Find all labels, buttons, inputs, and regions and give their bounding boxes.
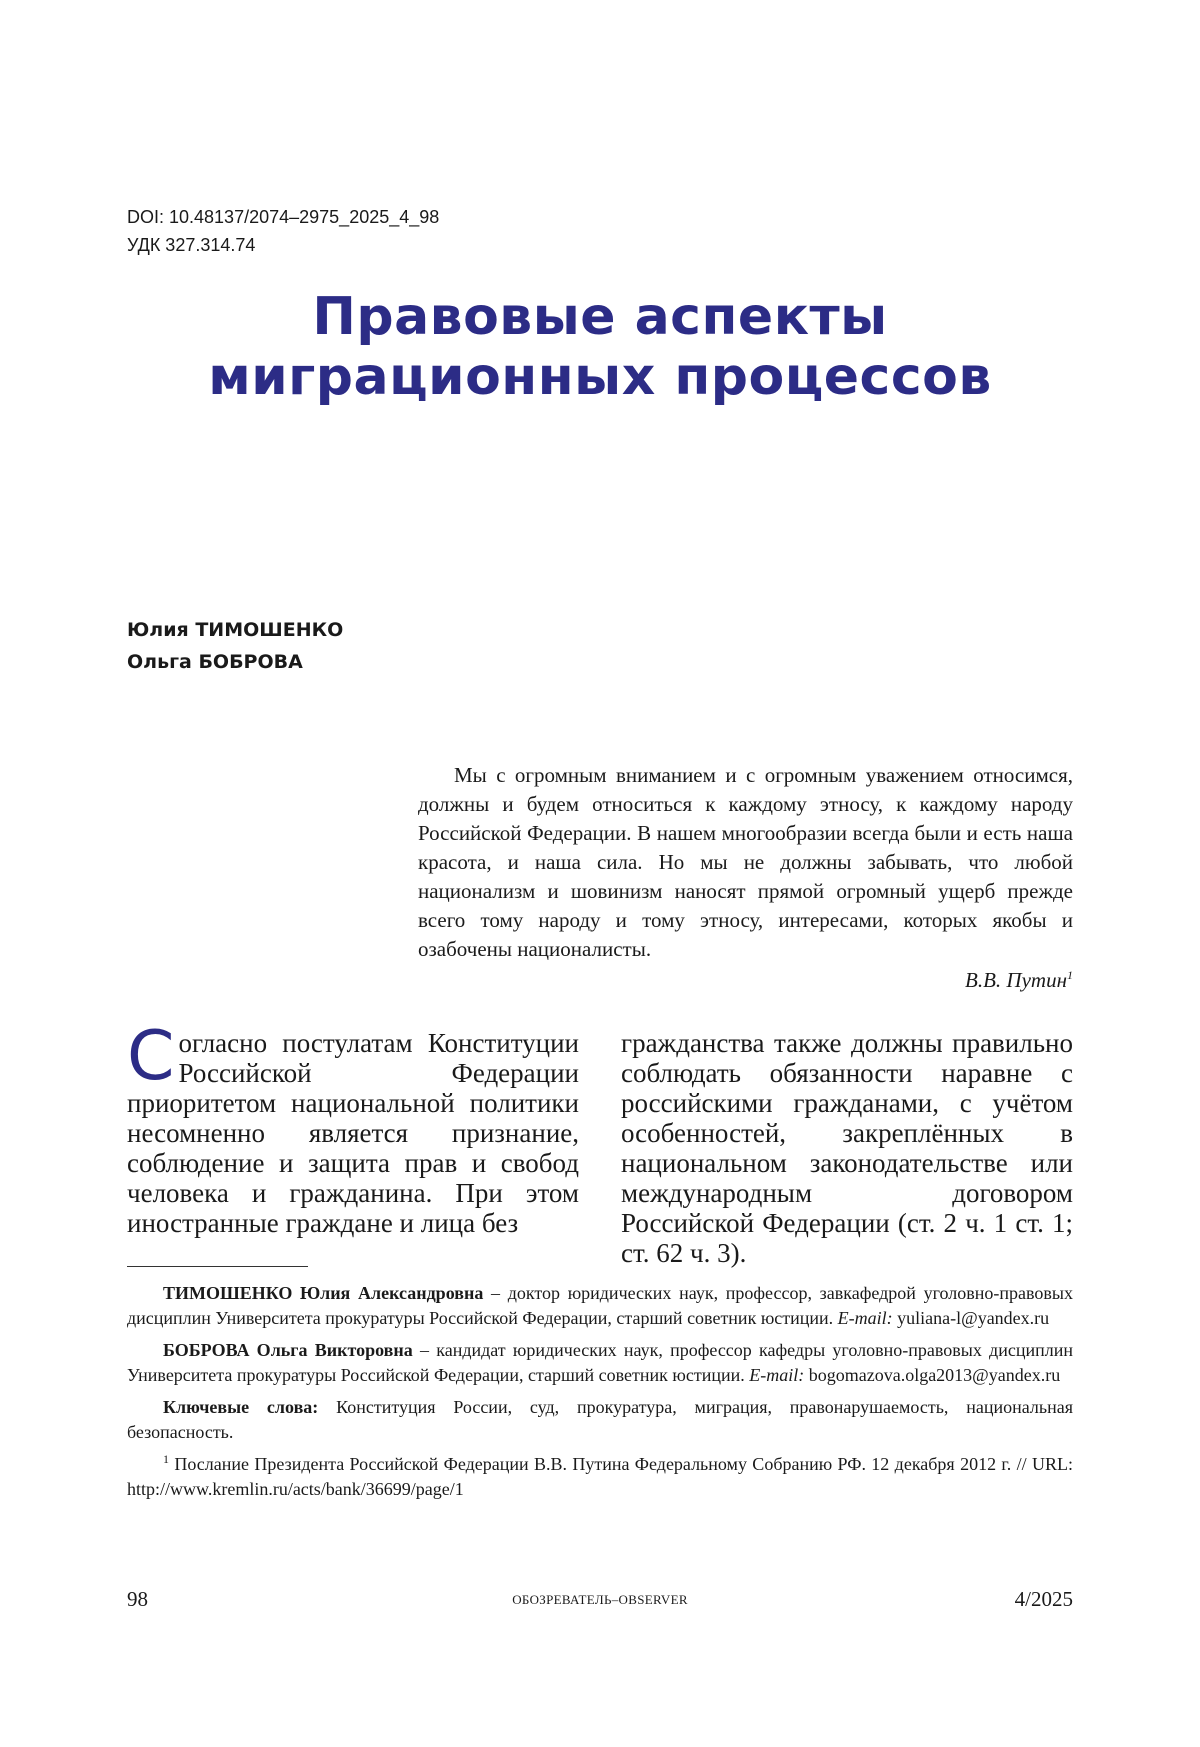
body-text-left: огласно постулатам Конституции Российской Федерации приоритетом национальной политики несомненно является признание, соблюдение и защита прав и свобод человека и гражданина. При этом иностранные граждане и лица без bbox=[127, 1028, 579, 1238]
footnote-text: Послание Президента Российской Федерации В.В. Путина Федеральному Собранию РФ. 12 декабря 2012 г. // URL: http://www.kremlin.ru/acts/bank/36699/page/1 bbox=[127, 1454, 1073, 1499]
body-text-right: гражданства также должны правильно соблюдать обязанности наравне с российскими гражданами, с учётом особенностей, закреплённых в национальном законодательстве или международным договором Российской Федерации (ст. 2 ч. 1 ст. 1; ст. 62 ч. 3). bbox=[621, 1028, 1073, 1268]
footnote-1 bbox=[127, 1452, 1073, 1502]
footnote-reference: 1 bbox=[1067, 968, 1073, 982]
epigraph-quote: Мы с огромным вниманием и с огромным уважением относимся, должны и будем относиться к каждому этносу, к каждому народу Российской Федерации. В нашем многообразии всегда были и есть наша красота, и наша сила. Но мы не должны забывать, что любой национализм и шовинизм наносят прямой огромный ущерб прежде всего тому народу и тому этносу, интересами, которых якобы и озабочены националисты. bbox=[418, 763, 1073, 961]
body-column-left bbox=[127, 1017, 579, 1238]
journal-name: ОБОЗРЕВАТЕЛЬ–OBSERVER bbox=[512, 1592, 688, 1607]
issue-number: 4/2025 bbox=[1014, 1587, 1073, 1611]
article-identifiers bbox=[127, 203, 439, 259]
author-note-description: – доктор юридических наук, профессор, завкафедрой уголовно-правовых дисциплин Университета прокуратуры Российской Федерации, старший советник юстиции. bbox=[127, 1283, 1073, 1328]
drop-cap: С bbox=[127, 1017, 175, 1096]
footnotes bbox=[127, 1281, 1073, 1509]
email-label: E-mail: bbox=[837, 1308, 893, 1328]
author-note-1 bbox=[127, 1281, 1073, 1331]
epigraph bbox=[418, 761, 1073, 995]
author-note-description: – кандидат юридических наук, профессор кафедры уголовно-правовых дисциплин Университета прокуратуры Российской Федерации, старший советник юстиции. bbox=[127, 1340, 1073, 1385]
author-name: Юлия ТИМОШЕНКО bbox=[127, 619, 344, 641]
epigraph-author: В.В. Путин bbox=[965, 968, 1067, 992]
footnote-number: 1 bbox=[163, 1452, 169, 1466]
keywords bbox=[127, 1395, 1073, 1445]
author-list bbox=[127, 614, 343, 678]
keywords-list: Конституция России, суд, прокуратура, миграция, правонарушаемость, национальная безопасность. bbox=[127, 1397, 1073, 1442]
author-note-name: БОБРОВА Ольга Викторовна bbox=[163, 1340, 413, 1360]
doi: DOI: 10.48137/2074–2975_2025_4_98 bbox=[127, 207, 440, 227]
footnote-divider bbox=[127, 1266, 308, 1267]
author-note-2 bbox=[127, 1338, 1073, 1388]
title-line-2: миграционных процессов bbox=[208, 347, 992, 407]
author-email: yuliana-l@yandex.ru bbox=[892, 1308, 1050, 1328]
article-title bbox=[0, 287, 1200, 407]
keywords-label: Ключевые слова: bbox=[163, 1397, 319, 1417]
email-label: E-mail: bbox=[749, 1365, 805, 1385]
author-email: bogomazova.olga2013@yandex.ru bbox=[804, 1365, 1061, 1385]
page-footer bbox=[127, 1587, 1073, 1613]
title-line-1: Правовые аспекты bbox=[312, 287, 888, 347]
page-number: 98 bbox=[127, 1587, 148, 1611]
udk: УДК 327.314.74 bbox=[127, 235, 256, 255]
author-name: Ольга БОБРОВА bbox=[127, 651, 303, 673]
epigraph-signature bbox=[418, 966, 1073, 995]
body-column-right bbox=[621, 1028, 1073, 1268]
author-note-name: ТИМОШЕНКО Юлия Александровна bbox=[163, 1283, 484, 1303]
